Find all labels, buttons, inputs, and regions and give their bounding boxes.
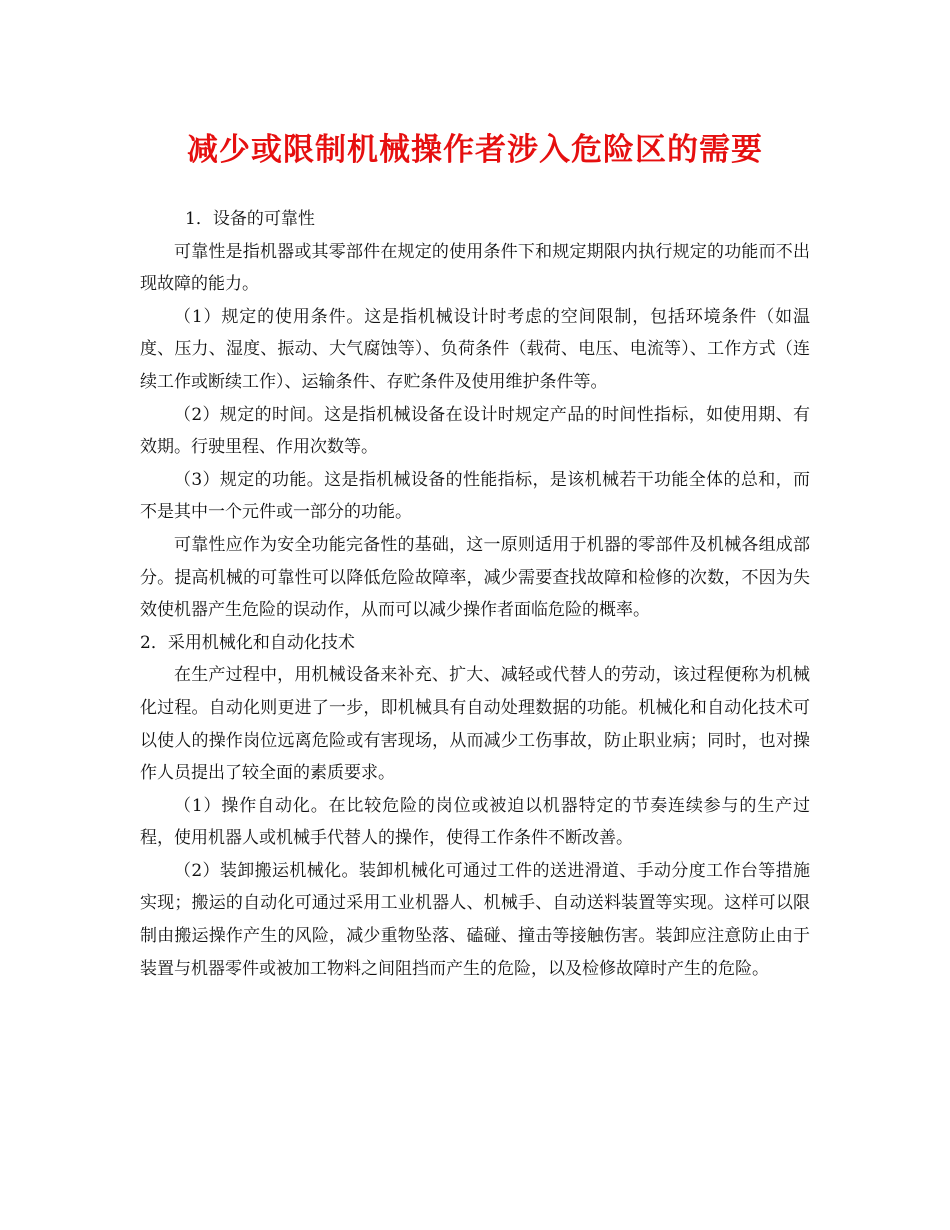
paragraph: 可靠性应作为安全功能完备性的基础，这一原则适用于机器的零部件及机械各组成部分。提高机械的可靠性可以降低危险故障率，减少需要查找故障和检修的次数，不因为失效使机器产生危险的误动作，从而可以减少操作者面临危险的概率。 [140,534,810,621]
paragraph: （2）规定的时间。这是指机械设备在设计时规定产品的时间性指标，如使用期、有效期。行驶里程、作用次数等。 [140,404,810,458]
paragraph: （3）规定的功能。这是指机械设备的性能指标，是该机械若干功能全体的总和，而不是其中一个元件或一部分的功能。 [140,469,810,523]
section-heading-2: 2．采用机械化和自动化技术 [140,632,355,653]
section-heading-1: 1．设备的可靠性 [185,209,315,229]
document-body [140,203,810,985]
paragraph: 在生产过程中，用机械设备来补充、扩大、减轻或代替人的劳动，该过程便称为机械化过程。自动化则更进了一步，即机械具有自动处理数据的功能。机械化和自动化技术可以使人的操作岗位远离危险或有害现场，从而减少工伤事故，防止职业病；同时，也对操作人员提出了较全面的素质要求。 [140,665,810,784]
paragraph: （1）规定的使用条件。这是指机械设计时考虑的空间限制，包括环境条件（如温度、压力、湿度、振动、大气腐蚀等）、负荷条件（载荷、电压、电流等）、工作方式（连续工作或断续工作）、运输条件、存贮条件及使用维护条件等。 [140,306,810,392]
paragraph: （1）操作自动化。在比较危险的岗位或被迫以机器特定的节奏连续参与的生产过程，使用机器人或机械手代替人的操作，使得工作条件不断改善。 [140,795,810,849]
paragraph: 可靠性是指机器或其零部件在规定的使用条件下和规定期限内执行规定的功能而不出现故障的能力。 [140,241,810,295]
paragraph: （2）装卸搬运机械化。装卸机械化可通过工件的送进滑道、手动分度工作台等措施实现；搬运的自动化可通过采用工业机器人、机械手、自动送料装置等实现。这样可以限制由搬运操作产生的风险，减少重物坠落、磕碰、撞击等接触伤害。装卸应注意防止由于装置与机器零件或被加工物料之间阻挡而产生的危险，以及检修故障时产生的危险。 [140,860,810,979]
document-title: 减少或限制机械操作者涉入危险区的需要 [187,132,763,168]
